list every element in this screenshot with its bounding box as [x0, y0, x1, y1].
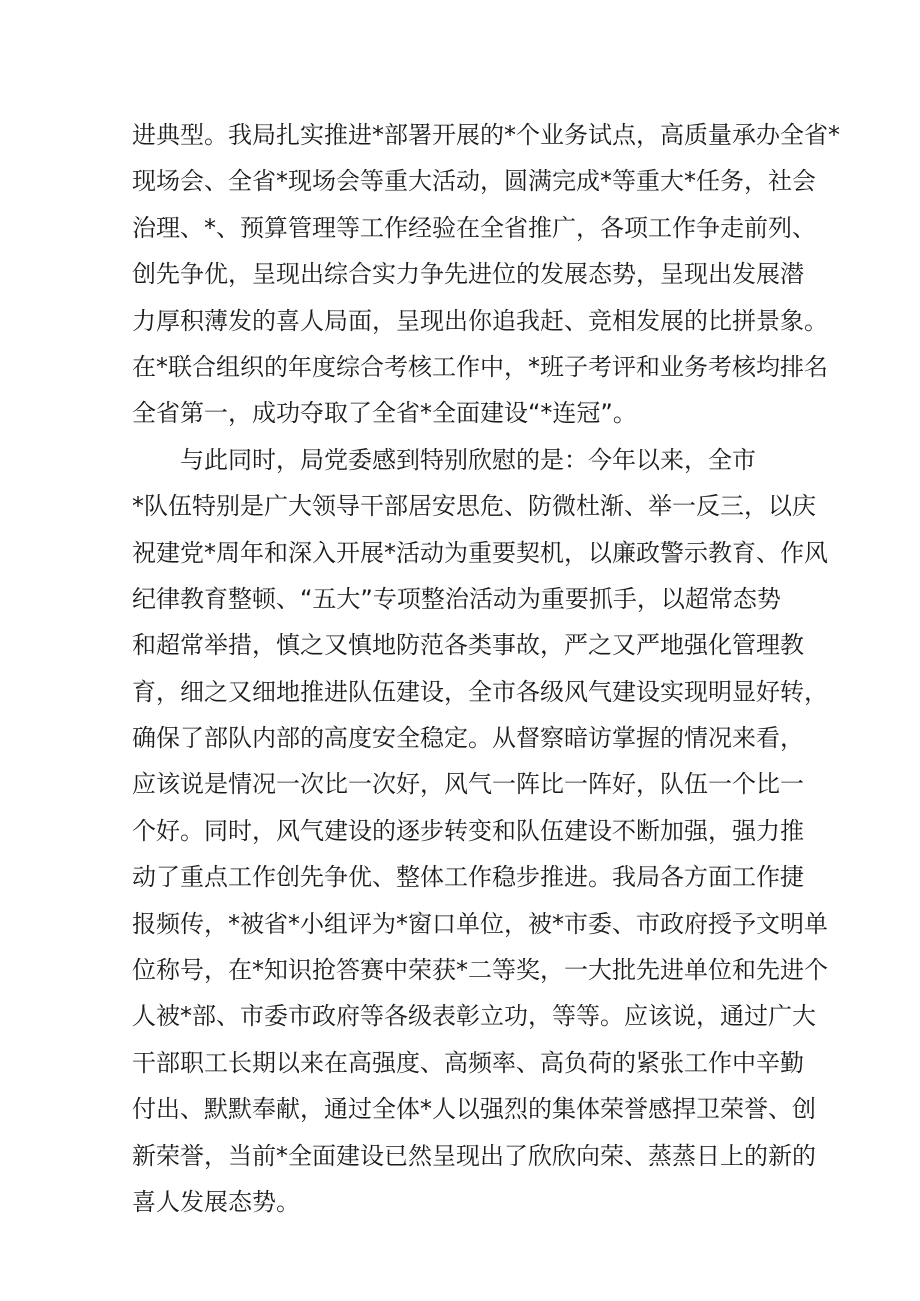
paragraph-2	[132, 437, 828, 1226]
text-line: 进典型。我局扎实推进*部署开展的*个业务试点，高质量承办全省*	[132, 121, 840, 149]
text-line: 位称号，在*知识抢答赛中荣获*二等奖，一大批先进单位和先进个	[132, 956, 828, 985]
text-line: 人被*部、市委市政府等各级表彰立功，等等。应该说，通过广大	[132, 1002, 816, 1031]
text-line: 现场会、全省*现场会等重大活动，圆满完成*等重大*任务，社会	[132, 167, 816, 196]
text-line: *队伍特别是广大领导干部居安思危、防微杜渐、举一反三，以庆	[132, 492, 816, 521]
text-line: 力厚积薄发的喜人局面，呈现出你追我赶、竞相发展的比拼景象。	[132, 306, 828, 335]
text-line: 育，细之又细地推进队伍建设，全市各级风气建设实现明显好转，	[132, 677, 828, 706]
paragraph-1	[132, 112, 840, 437]
text-line: 动了重点工作创先争优、整体工作稳步推进。我局各方面工作捷	[132, 863, 804, 892]
text-line: 治理、*、预算管理等工作经验在全省推广，各项工作争走前列、	[132, 213, 816, 242]
text-line: 新荣誉，当前*全面建设已然呈现出了欣欣向荣、蒸蒸日上的新的	[132, 1141, 816, 1170]
text-line: 干部职工长期以来在高强度、高频率、高负荷的紧张工作中辛勤	[132, 1048, 804, 1077]
body-text	[132, 112, 840, 1225]
text-line: 与此同时，局党委感到特别欣慰的是：今年以来，全市	[180, 445, 756, 474]
text-line: 个好。同时，风气建设的逐步转变和队伍建设不断加强，强力推	[132, 816, 804, 845]
text-line: 付出、默默奉献，通过全体*人以强烈的集体荣誉感捍卫荣誉、创	[132, 1095, 816, 1124]
text-line: 应该说是情况一次比一次好，风气一阵比一阵好，队伍一个比一	[132, 770, 804, 799]
text-line: 和超常举措，慎之又慎地防范各类事故，严之又严地强化管理教	[132, 631, 804, 660]
text-line: 喜人发展态势。	[132, 1187, 300, 1216]
text-line: 祝建党*周年和深入开展*活动为重要契机，以廉政警示教育、作风	[132, 538, 828, 567]
text-line: 纪律教育整顿、“五大”专项整治活动为重要抓手，以超常态势	[132, 584, 781, 613]
text-line: 全省第一，成功夺取了全省*全面建设“*连冠”。	[132, 399, 637, 428]
text-line: 报频传，*被省*小组评为*窗口单位，被*市委、市政府授予文明单	[132, 909, 828, 938]
text-line: 确保了部队内部的高度安全稳定。从督察暗访掌握的情况来看，	[132, 724, 804, 753]
text-line: 在*联合组织的年度综合考核工作中，*班子考评和业务考核均排名	[132, 352, 828, 381]
text-line: 创先争优，呈现出综合实力争先进位的发展态势，呈现出发展潜	[132, 260, 804, 289]
